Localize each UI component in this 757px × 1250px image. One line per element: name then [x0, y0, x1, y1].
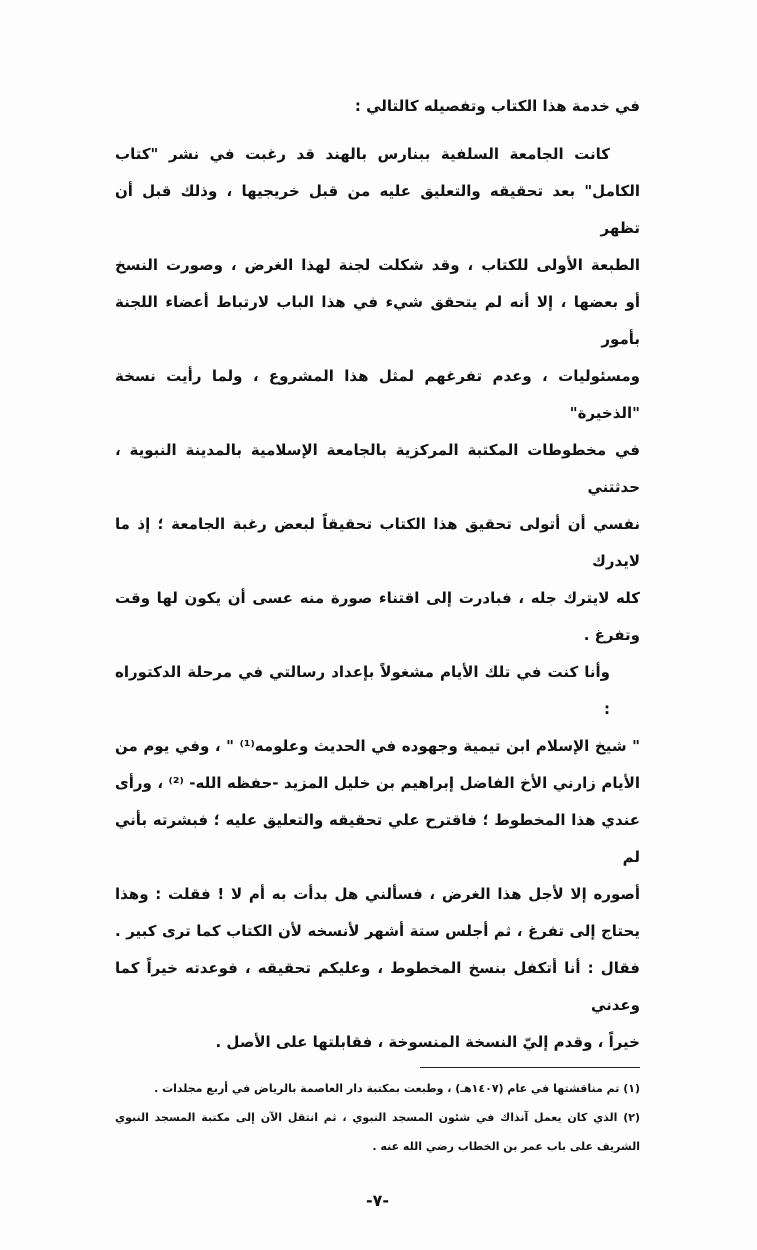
body-line: الطبعة الأولى للكتاب ، وقد شكلت لجنة لهذا الغرض ، وصورت النسخ — [115, 256, 640, 274]
page-number: -٧- — [365, 1191, 390, 1210]
body-line: الكامل" بعد تحقيقه والتعليق عليه من قبل خريجيها ، وذلك قبل أن تظهر — [115, 182, 640, 237]
body-line: وتفرغ . — [583, 626, 640, 644]
body-line: في خدمة هذا الكتاب وتفصيله كالتالي : — [354, 97, 640, 115]
body-line: كانت الجامعة السلفية ببنارس بالهند قد رغبت في نشر "كتاب — [115, 145, 610, 163]
footnote: (١) تم مناقشتها في عام (١٤٠٧هـ) ، وطبعت بمكتبة دار العاصمة بالرياض في أربع مجلدات . — [154, 1082, 640, 1095]
body-line: نفسي أن أتولى تحقيق هذا الكتاب تحقيقاً لبعض رغبة الجامعة ؛ إذ ما لايدرك — [115, 515, 640, 570]
body-line: كله لايترك جله ، فبادرت إلى اقتناء صورة منه عسى أن يكون لها وقت — [115, 589, 640, 607]
footnote: الشريف على باب عمر بن الخطاب رضي الله عنه . — [372, 1140, 640, 1153]
body-line: فقال : أنا أتكفل بنسخ المخطوط ، وعليكم تحقيقه ، فوعدته خيراً كما وعدني — [115, 959, 640, 1014]
body-line: خيراً ، وقدم إليّ النسخة المنسوخة ، فقابلتها على الأصل . — [215, 1033, 640, 1051]
body-line: " شيخ الإسلام ابن تيمية وجهوده في الحديث وعلومه⁽¹⁾ " ، وفي يوم من — [115, 737, 640, 755]
body-line: في مخطوطات المكتبة المركزية بالجامعة الإسلامية بالمدينة النبوية ، حدثتني — [115, 441, 640, 496]
body-line: أو بعضها ، إلا أنه لم يتحقق شيء في هذا الباب لارتباط أعضاء اللجنة بأمور — [115, 293, 640, 348]
footnote: (٢) الذي كان يعمل آنذاك في شئون المسجد النبوي ، ثم انتقل الآن إلى مكتبة المسجد النبوي — [115, 1111, 640, 1124]
footnote-separator — [420, 1067, 640, 1068]
body-line: ومسئوليات ، وعدم تفرغهم لمثل هذا المشروع ، ولما رأيت نسخة "الذخيرة" — [115, 367, 640, 422]
body-line: أصوره إلا لأجل هذا الغرض ، فسألني هل بدأت به أم لا ! فقلت : وهذا — [115, 885, 640, 903]
body-line: وأنا كنت في تلك الأيام مشغولاً بإعداد رسالتي في مرحلة الدكتوراه : — [115, 663, 610, 718]
main-text — [115, 88, 640, 1210]
body-line: الأيام زارني الأخ الفاضل إبراهيم بن خليل المزيد -حفظه الله- ⁽²⁾ ، ورأى — [115, 774, 640, 792]
body-line: عندي هذا المخطوط ؛ فاقترح علي تحقيقه والتعليق عليه ؛ فبشرته بأني لم — [115, 811, 640, 866]
body-line: يحتاج إلى تفرغ ، ثم أجلس ستة أشهر لأنسخه لأن الكتاب كما ترى كبير . — [115, 922, 640, 940]
